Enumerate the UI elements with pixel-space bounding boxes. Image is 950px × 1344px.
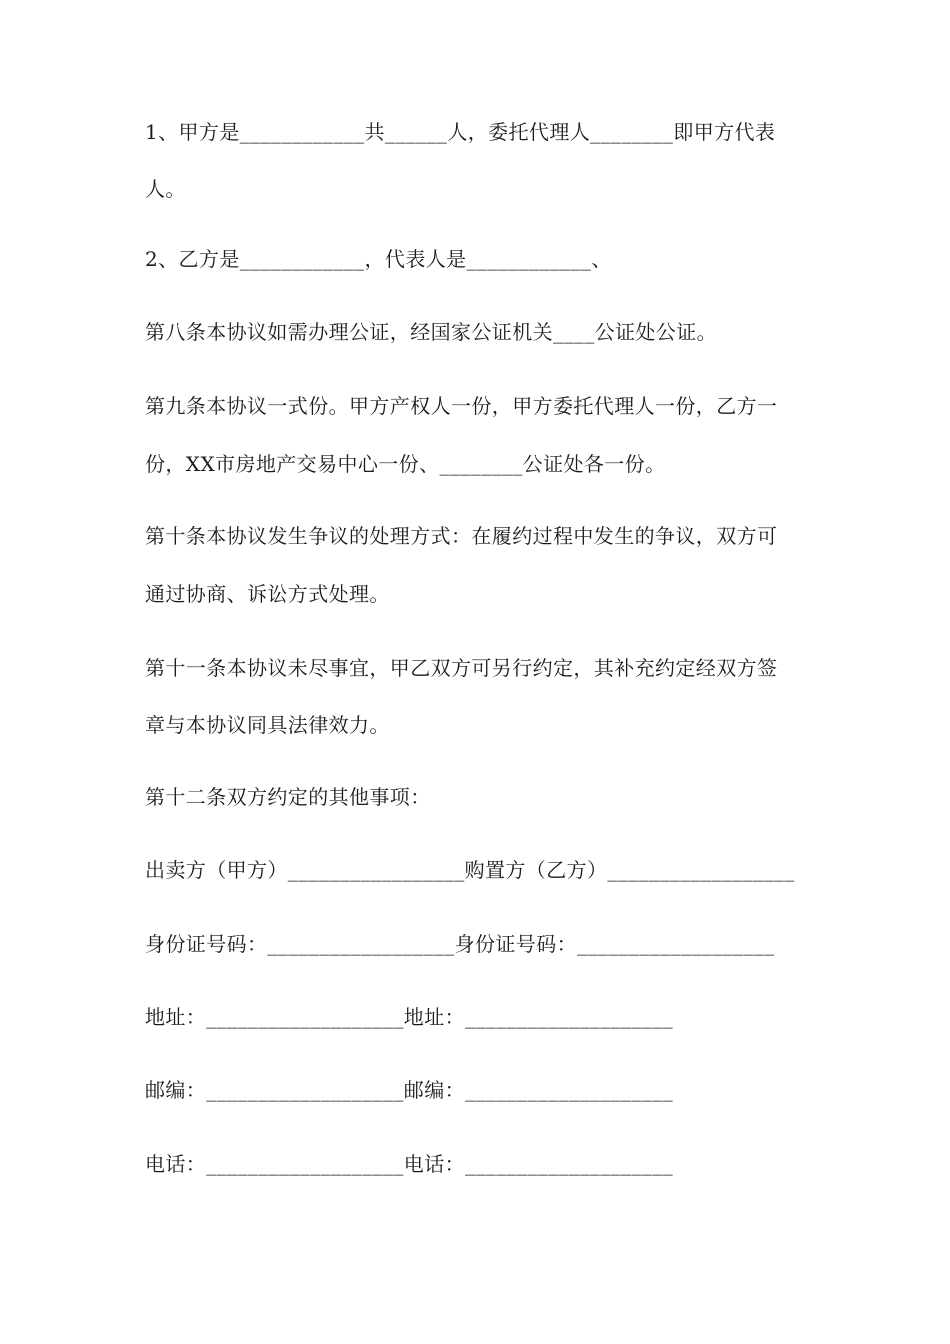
clause-party-a-line-1: 1、甲方是____________共______人，委托代理人________即甲方代表 — [145, 120, 776, 144]
article-11-line-1: 第十一条本协议未尽事宜，甲乙双方可另行约定，其补充约定经双方签 — [145, 656, 778, 680]
postcode-row: 邮编：___________________邮编：____________________ — [145, 1078, 673, 1102]
phone-row: 电话：___________________电话：____________________ — [145, 1152, 673, 1176]
article-9-line-1: 第九条本协议一式份。甲方产权人一份，甲方委托代理人一份，乙方一 — [145, 394, 778, 418]
article-10-line-2: 通过协商、诉讼方式处理。 — [145, 582, 390, 606]
article-9-line-2: 份，XX市房地产交易中心一份、________公证处各一份。 — [145, 452, 666, 476]
article-12: 第十二条双方约定的其他事项： — [145, 785, 431, 809]
article-8: 第八条本协议如需办理公证，经国家公证机关____公证处公证。 — [145, 320, 717, 344]
address-row: 地址：___________________地址：____________________ — [145, 1005, 673, 1029]
clause-party-a-line-2: 人。 — [145, 177, 186, 201]
id-number-row: 身份证号码：__________________身份证号码：___________________ — [145, 932, 775, 956]
clause-party-b: 2、乙方是____________，代表人是____________、 — [145, 247, 612, 271]
article-10-line-1: 第十条本协议发生争议的处理方式：在履约过程中发生的争议，双方可 — [145, 524, 778, 548]
signature-parties-row: 出卖方（甲方）_________________购置方（乙方）__________________ — [145, 858, 795, 882]
article-11-line-2: 章与本协议同具法律效力。 — [145, 713, 390, 737]
